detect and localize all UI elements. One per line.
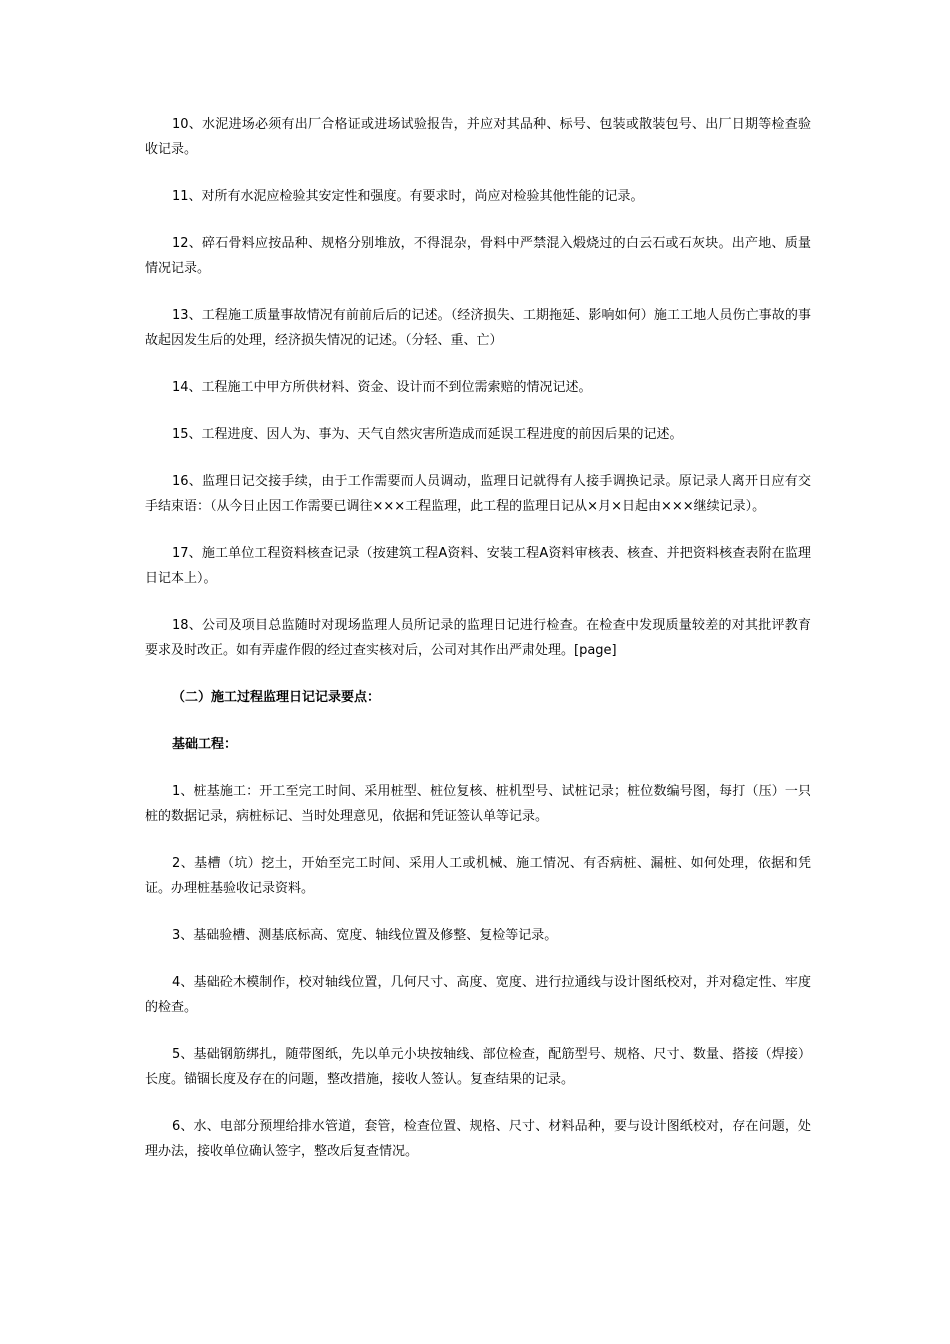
paragraph-item-13: 13、工程施工质量事故情况有前前后后的记述。（经济损失、工期拖延、影响如何）施工工地人员伤亡事故的事故起因发生后的处理，经济损失情况的记述。（分轻、重、亡） <box>145 308 811 348</box>
paragraph-item-12: 12、碎石骨料应按品种、规格分别堆放，不得混杂，骨料中严禁混入煅烧过的白云石或石灰块。出产地、质量情况记录。 <box>145 236 811 276</box>
paragraph-item-10: 10、水泥进场必须有出厂合格证或进场试验报告，并应对其品种、标号、包装或散装包号、出厂日期等检查验收记录。 <box>145 117 811 157</box>
paragraph-item-14: 14、工程施工中甲方所供材料、资金、设计而不到位需索赔的情况记述。 <box>172 380 592 395</box>
paragraph-foundation-2: 2、基槽（坑）挖土，开始至完工时间、采用人工或机械、施工情况、有否病桩、漏桩、如何处理，依据和凭证。办理桩基验收记录资料。 <box>145 856 811 896</box>
paragraph-item-17: 17、施工单位工程资料核查记录（按建筑工程A资料、安装工程A资料审核表、核查、并把资料核查表附在监理日记本上）。 <box>145 546 811 586</box>
paragraph-item-18: 18、公司及项目总监随时对现场监理人员所记录的监理日记进行检查。在检查中发现质量较差的对其批评教育要求及时改正。如有弄虚作假的经过查实核对后，公司对其作出严肃处理。[page] <box>145 618 811 658</box>
paragraph-item-15: 15、工程进度、因人为、事为、天气自然灾害所造成而延误工程进度的前因后果的记述。 <box>172 427 683 442</box>
sub-heading: 基础工程： <box>172 737 238 752</box>
paragraph-item-11: 11、对所有水泥应检验其安定性和强度。有要求时，尚应对检验其他性能的记录。 <box>172 189 644 204</box>
paragraph-foundation-4: 4、基础砼木模制作，校对轴线位置，几何尺寸、高度、宽度、进行拉通线与设计图纸校对，并对稳定性、牢度的检查。 <box>145 975 811 1015</box>
section-heading: （二）施工过程监理日记记录要点： <box>172 690 381 705</box>
paragraph-item-16: 16、监理日记交接手续，由于工作需要而人员调动，监理日记就得有人接手调换记录。原记录人离开日应有交手结束语：（从今日止因工作需要已调往×××工程监理，此工程的监理日记从×月×日起由×××继续记录）。 <box>145 474 811 514</box>
document-page <box>145 112 811 1186</box>
paragraph-foundation-3: 3、基础验槽、测基底标高、宽度、轴线位置及修整、复检等记录。 <box>172 928 558 943</box>
paragraph-foundation-6: 6、水、电部分预埋给排水管道，套管，检查位置、规格、尺寸、材料品种，要与设计图纸校对，存在问题，处理办法，接收单位确认签字，整改后复查情况。 <box>145 1119 811 1159</box>
paragraph-foundation-5: 5、基础钢筋绑扎，随带图纸，先以单元小块按轴线、部位检查，配筋型号、规格、尺寸、数量、搭接（焊接）长度。锚锢长度及存在的问题，整改措施，接收人签认。复查结果的记录。 <box>145 1047 811 1087</box>
paragraph-foundation-1: 1、桩基施工：开工至完工时间、采用桩型、桩位复核、桩机型号、试桩记录；桩位数编号图，每打（压）一只桩的数据记录，病桩标记、当时处理意见，依据和凭证签认单等记录。 <box>145 784 811 824</box>
